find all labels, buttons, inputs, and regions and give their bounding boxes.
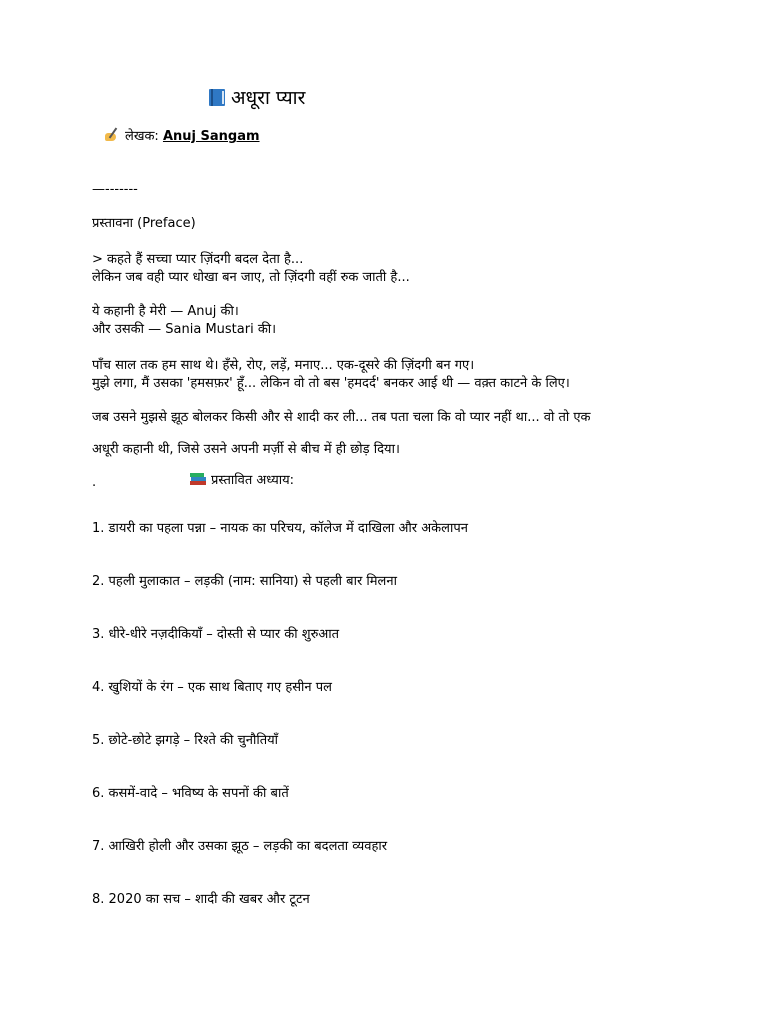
preface-line: और उसकी — Sania Mustari की। [92, 322, 277, 337]
chapter-item: 4. खुशियों के रंग – एक साथ बिताए गए हसीन पल [92, 680, 332, 695]
preface-line: लेकिन जब वही प्यार धोखा बन जाए, तो ज़िंदगी वहीं रुक जाती है... [92, 270, 410, 285]
chapters-bullet: . [92, 475, 97, 490]
document-title [209, 86, 305, 110]
title-text: अधूरा प्यार [231, 87, 306, 109]
chapter-item: 5. छोटे-छोटे झगड़े – रिश्ते की चुनौतियाँ [92, 733, 279, 748]
chapter-item: 6. कसमें-वादे – भविष्य के सपनों की बातें [92, 786, 289, 801]
preface-line: जब उसने मुझसे झूठ बोलकर किसी और से शादी कर ली... तब पता चला कि वो प्यार नहीं था... वो तो एक [92, 410, 591, 425]
preface-line: पाँच साल तक हम साथ थे। हँसे, रोए, लड़ें, मनाए... एक-दूसरे की ज़िंदगी बन गए। [92, 358, 475, 373]
chapters-heading: प्रस्तावित अध्याय: [211, 473, 295, 488]
chapter-item: 8. 2020 का सच – शादी की खबर और टूटन [92, 892, 310, 907]
chapter-item: 3. धीरे-धीरे नज़दीकियाँ – दोस्ती से प्यार की शुरुआत [92, 627, 340, 642]
preface-line: मुझे लगा, मैं उसका 'हमसफ़र' हूँ... लेकिन वो तो बस 'हमदर्द' बनकर आई थी — वक़्त काटने के लिए। [92, 376, 570, 391]
preface-line: > कहते हैं सच्चा प्यार ज़िंदगी बदल देता है... [92, 252, 304, 267]
author-name: Anuj Sangam [162, 129, 260, 144]
chapter-item: 1. डायरी का पहला पन्ना – नायक का परिचय, कॉलेज में दाखिला और अकेलापन [92, 521, 468, 536]
writing-hand-icon [104, 127, 121, 142]
author-label: लेखक: [125, 129, 159, 144]
preface-heading: प्रस्तावना (Preface) [92, 216, 196, 231]
preface-line: अधूरी कहानी थी, जिसे उसने अपनी मर्ज़ी से बीच में ही छोड़ दिया। [92, 442, 400, 457]
separator: —------- [92, 182, 138, 197]
blue-book-icon [209, 89, 225, 106]
chapters-heading-row [190, 472, 294, 489]
books-icon [190, 472, 207, 486]
chapter-item: 7. आखिरी होली और उसका झूठ – लड़की का बदलता व्यवहार [92, 839, 388, 854]
author-line [104, 127, 260, 145]
preface-line: ये कहानी है मेरी — Anuj की। [92, 304, 239, 319]
chapter-item: 2. पहली मुलाकात – लड़की (नाम: सानिया) से पहली बार मिलना [92, 574, 397, 589]
